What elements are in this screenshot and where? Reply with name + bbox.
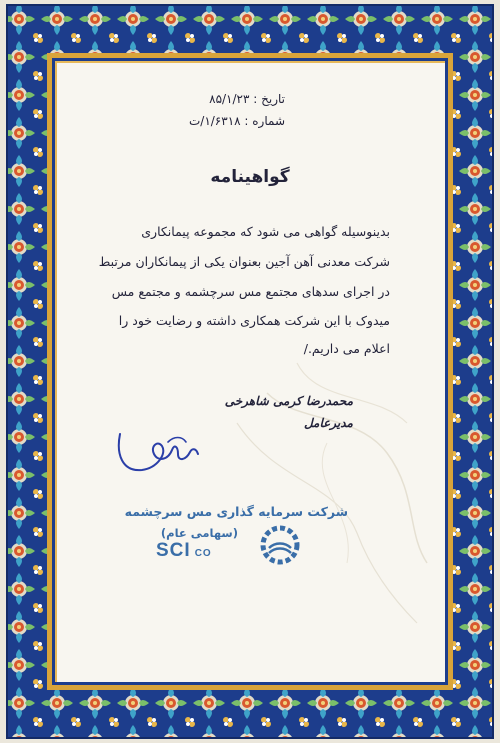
body-line: اعلام می داریم./ — [303, 341, 390, 356]
certificate-panel — [57, 63, 445, 682]
handwritten-signature — [112, 424, 202, 479]
company-logo-icon — [255, 520, 305, 570]
stamp-company-name: شرکت سرمایه گذاری مس سرچشمه — [124, 504, 348, 519]
stamp-company-type: (سهامی عام) — [160, 526, 238, 540]
body-line: میدوک با این شرکت همکاری داشته و رضایت خود را — [118, 313, 390, 328]
signer-role: مدیرعامل — [303, 416, 353, 430]
signer-name: محمدرضا کرمی شاهرخی — [224, 394, 353, 408]
body-line: شرکت معدنی آهن آجین بعنوان یکی از پیمانکاران مرتبط — [98, 254, 390, 269]
stamp-abbr-suffix: CO — [194, 548, 212, 559]
marble-texture — [57, 63, 445, 682]
body-line: در اجرای سدهای مجتمع مس سرچشمه و مجتمع مس — [111, 284, 390, 299]
stamp-abbr: SCI — [156, 540, 191, 561]
certificate-title: گواهینامه — [210, 167, 290, 187]
stamp-abbreviation — [156, 540, 212, 562]
letter-date: تاریخ : ۸۵/۱/۲۳ — [209, 92, 285, 106]
body-line: بدینوسیله گواهی می شود که مجموعه پیمانکاری — [141, 224, 390, 239]
letter-number: شماره : ۱/۶۳۱۸/ت — [188, 114, 285, 128]
